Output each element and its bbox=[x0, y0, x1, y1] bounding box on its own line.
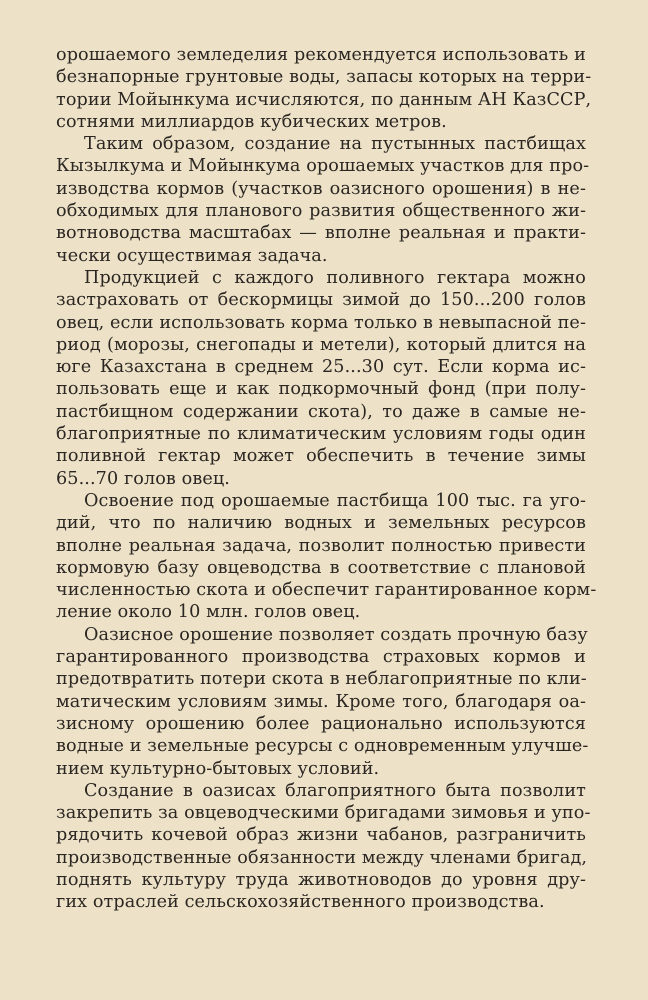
text-line: водные и земельные ресурсы с одновременным улучше- bbox=[56, 736, 589, 757]
text-line: Освоение под орошаемые пастбища 100 тыс. га уго- bbox=[84, 490, 586, 511]
text-line: безнапорные грунтовые воды, запасы которых на терри- bbox=[56, 67, 592, 88]
paragraph bbox=[56, 44, 592, 133]
text-line: Продукцией с каждого поливного гектара можно bbox=[84, 267, 586, 288]
text-line: поливной гектар может обеспечить в течение зимы bbox=[56, 446, 586, 467]
text-line: вполне реальная задача, позволит полностью привести bbox=[56, 535, 586, 556]
text-line: рядочить кочевой образ жизни чабанов, разграничить bbox=[56, 825, 586, 846]
text-line: застраховать от бескормицы зимой до 150...200 голов bbox=[56, 290, 586, 311]
text-line: тории Мойынкума исчисляются, по данным АН КазССР, bbox=[56, 89, 592, 110]
text-line: предотвратить потери скота в неблагоприятные по кли- bbox=[56, 669, 587, 690]
text-line: численностью скота и обеспечит гарантированное корм- bbox=[56, 580, 597, 601]
text-line: 65...70 голов овец. bbox=[56, 468, 230, 489]
text-line: Кызылкума и Мойынкума орошаемых участков для про- bbox=[56, 156, 590, 177]
text-line: гих отраслей сельскохозяйственного производства. bbox=[56, 892, 545, 913]
body-text bbox=[56, 44, 597, 914]
text-line: обходимых для планового развития общественного жи- bbox=[56, 201, 586, 222]
text-line: пастбищном содержании скота), то даже в самые не- bbox=[56, 401, 586, 422]
text-line: вотноводства масштабах — вполне реальная и практи- bbox=[56, 223, 586, 244]
text-line: сотнями миллиардов кубических метров. bbox=[56, 111, 447, 132]
text-line: поднять культуру труда животноводов до уровня дру- bbox=[56, 869, 586, 890]
text-line: гарантированного производства страховых кормов и bbox=[56, 647, 586, 668]
text-line: орошаемого земледелия рекомендуется использовать и bbox=[56, 45, 586, 65]
paragraph bbox=[56, 624, 589, 780]
text-line: кормовую базу овцеводства в соответствие с плановой bbox=[56, 557, 586, 578]
text-line: нием культурно-бытовых условий. bbox=[56, 758, 380, 779]
paragraph bbox=[56, 267, 586, 490]
text-line: юге Казахстана в среднем 25...30 сут. Если корма ис- bbox=[56, 357, 586, 378]
text-line: Оазисное орошение позволяет создать прочную базу bbox=[84, 624, 588, 645]
paragraph bbox=[56, 490, 597, 624]
text-line: благоприятные по климатическим условиям годы один bbox=[56, 424, 586, 445]
text-line: чески осуществимая задача. bbox=[56, 245, 328, 266]
paragraph bbox=[56, 133, 590, 267]
text-line: производственные обязанности между членами бригад, bbox=[56, 847, 588, 868]
text-line: изводства кормов (участков оазисного орошения) в не- bbox=[56, 178, 586, 199]
text-line: овец, если использовать корма только в невыпасной пе- bbox=[56, 312, 586, 333]
text-line: матическим условиям зимы. Кроме того, благодаря оа- bbox=[56, 691, 586, 712]
text-line: дий, что по наличию водных и земельных ресурсов bbox=[56, 513, 586, 534]
text-line: Создание в оазисах благоприятного быта позволит bbox=[84, 780, 586, 801]
text-line: риод (морозы, снегопады и метели), который длится на bbox=[56, 334, 586, 355]
text-line: Таким образом, создание на пустынных пастбищах bbox=[84, 134, 586, 155]
paragraph bbox=[56, 780, 591, 914]
text-line: пользовать еще и как подкормочный фонд (при полу- bbox=[56, 379, 586, 400]
text-line: ление около 10 млн. голов овец. bbox=[56, 602, 361, 623]
text-line: закрепить за овцеводческими бригадами зимовья и упо- bbox=[56, 803, 591, 824]
text-line: зисному орошению более рационально используются bbox=[56, 713, 586, 734]
